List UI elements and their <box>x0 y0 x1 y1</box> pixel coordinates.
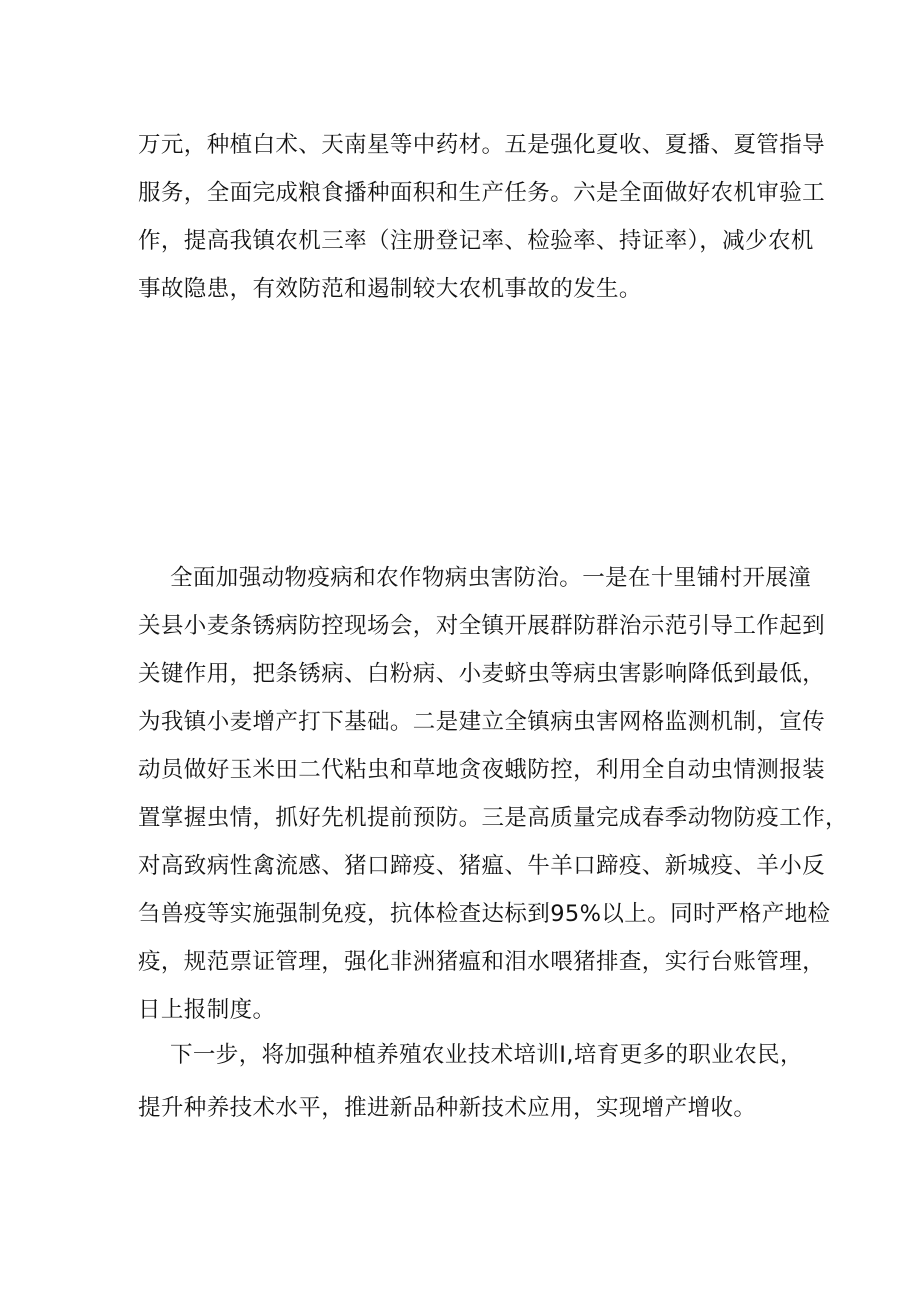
text-line: 服务，全面完成粮食播种面积和生产任务。六是全面做好农机审验工 <box>138 180 826 206</box>
text-line: 动员做好玉米田二代粘虫和草地贪夜蛾防控，利用全自动虫情测报装 <box>138 757 826 783</box>
text-line: 万元，种植白术、天南星等中药材。五是强化夏收、夏播、夏管指导 <box>138 132 826 158</box>
text-line: 置掌握虫情，抓好先机提前预防。三是高质量完成春季动物防疫工作， <box>138 805 848 831</box>
text-line: 日上报制度。 <box>138 997 276 1023</box>
text-line: 作，提高我镇农机三率（注册登记率、检验率、持证率），减少农机 <box>138 228 814 254</box>
text-line: 对高致病性禽流感、猪口蹄疫、猪瘟、牛羊口蹄疫、新城疫、羊小反 <box>138 853 826 879</box>
text-line: 刍兽疫等实施强制免疫，抗体检查达标到95%以上。同时严格产地检 <box>138 901 831 927</box>
text-line: 关键作用，把条锈病、白粉病、小麦蛴虫等病虫害影响降低到最低， <box>138 661 826 687</box>
text-line: 为我镇小麦增产打下基础。二是建立全镇病虫害网格监测机制，宣传 <box>138 709 826 735</box>
text-line: 关县小麦条锈病防控现场会，对全镇开展群防群治示范引导工作起到 <box>138 613 826 639</box>
text-line: 疫，规范票证管理，强化非洲猪瘟和泪水喂猪排查，实行台账管理， <box>138 949 826 975</box>
text-line: 全面加强动物疫病和农作物病虫害防治。一是在十里铺村开展潼 <box>170 565 812 591</box>
text-line: 提升种养技术水平，推进新品种新技术应用，实现增产增收。 <box>138 1095 757 1121</box>
text-line: 事故隐患，有效防范和遏制较大农机事故的发生。 <box>138 276 642 302</box>
text-line: 下一步，将加强种植养殖农业技术培训I,培育更多的职业农民， <box>170 1042 803 1068</box>
